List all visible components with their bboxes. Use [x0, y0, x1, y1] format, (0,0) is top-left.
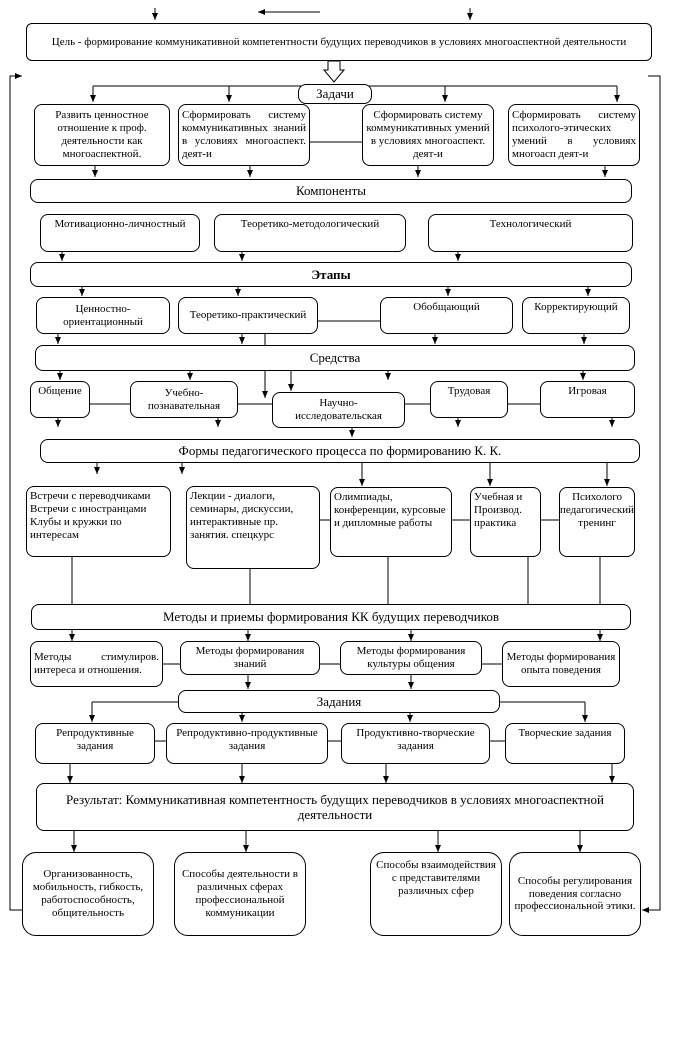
means-box — [430, 381, 508, 418]
assignment-text: Творческие задания — [518, 727, 612, 739]
method-box — [502, 641, 620, 687]
result-box — [36, 783, 634, 831]
stage-box — [36, 297, 170, 334]
task-box — [34, 104, 170, 166]
method-box — [340, 641, 482, 675]
methods-bar — [31, 604, 631, 630]
assignment-text: Репродуктивные задания — [56, 727, 134, 752]
means-bar — [35, 345, 635, 371]
form-box — [559, 487, 635, 557]
outcome-box — [174, 852, 306, 936]
means-box — [30, 381, 90, 418]
component-box — [40, 214, 200, 252]
means-text: Научно-исследовательская — [295, 397, 382, 422]
assignment-text: Продуктивно-творческие задания — [356, 727, 475, 752]
form-box — [330, 487, 452, 557]
stage-text: Обобщающий — [413, 301, 480, 313]
method-text: Методы формирования опыта поведения — [506, 651, 616, 676]
outcome-text: Способы взаимодействия с представителями различных сфер — [376, 859, 496, 897]
stage-box — [522, 297, 630, 334]
outcome-text: Способы регулирования поведения согласно профессиональной этики. — [514, 874, 636, 913]
form-text: Лекции - диалоги, семинары, дискуссии, интерактивные пр. занятия. спецкурс — [190, 490, 294, 541]
component-text: Мотивационно-личностный — [54, 218, 186, 230]
assignments-title: Задания — [316, 693, 362, 709]
form-text: Психолого педагогический тренинг — [560, 491, 634, 529]
stages-title: Этапы — [311, 266, 351, 282]
outcome-text: Организованность, мобильность, гибкость, работоспособность, общительность — [32, 868, 144, 919]
goal-text: Цель - формирование коммуникативной компетентности будущих переводчиков в условиях многоаспектной деятельности — [51, 35, 627, 48]
method-text: Методы формирования знаний — [195, 645, 305, 670]
stage-text: Корректирующий — [534, 301, 618, 313]
assignment-box — [505, 723, 625, 764]
means-box — [272, 392, 405, 428]
forms-bar — [40, 439, 640, 463]
forms-title: Формы педагогического процесса по формированию К. К. — [178, 443, 502, 459]
task-text: Сформировать систему коммуникативных знаний в условиях многоаспект. деят-и — [182, 109, 306, 160]
form-box — [26, 486, 171, 557]
assignments-bar — [178, 690, 500, 713]
form-text: Олимпиады, конференции, курсовые и дипломные работы — [334, 491, 446, 529]
components-title: Компоненты — [295, 183, 367, 199]
method-text: Методы стимулиров. интереса и отношения. — [34, 651, 159, 676]
assignment-box — [341, 723, 490, 764]
form-text: Встречи с переводчиками Встречи с иностранцами Клубы и кружки по интересам — [30, 490, 151, 541]
means-text: Общение — [38, 385, 82, 397]
component-box — [214, 214, 406, 252]
form-box — [186, 486, 320, 569]
means-box — [130, 381, 238, 418]
components-bar — [30, 179, 632, 203]
task-text: Развить ценностное отношение к проф. деятельности как многоаспектной. — [55, 109, 149, 160]
stage-box — [380, 297, 513, 334]
method-box — [180, 641, 320, 675]
component-text: Технологический — [489, 218, 572, 230]
means-text: Трудовая — [447, 385, 491, 397]
means-text: Учебно-познавательная — [147, 386, 221, 412]
task-box — [178, 104, 310, 166]
stage-box — [178, 297, 318, 334]
tasks-title: Задачи — [316, 86, 354, 102]
means-title: Средства — [309, 350, 361, 366]
stages-bar — [30, 262, 632, 287]
method-text: Методы формирования культуры общения — [356, 645, 466, 670]
outcome-box — [22, 852, 154, 936]
methods-title: Методы и приемы формирования КК будущих переводчиков — [162, 609, 500, 625]
task-text: Сформировать систему коммуникативных умений в условиях многоаспект. деят-и — [366, 109, 490, 160]
means-text: Игровая — [568, 385, 607, 397]
task-box — [362, 104, 494, 166]
tasks-header — [298, 84, 372, 104]
form-text: Учебная и Производ. практика — [474, 491, 523, 529]
component-text: Теоретико-методологический — [240, 218, 380, 230]
outcome-box — [509, 852, 641, 936]
stage-text: Ценностно-ориентационный — [63, 302, 143, 328]
task-box — [508, 104, 640, 166]
task-text: Сформировать систему психолого-этических умений в условиях многоасп деят-и — [512, 109, 636, 160]
stage-text: Теоретико-практический — [189, 309, 307, 322]
goal-box — [26, 23, 652, 61]
result-text: Результат: Коммуникативная компетентность будущих переводчиков в условиях многоаспектной деятельности — [66, 791, 604, 822]
outcome-box — [370, 852, 502, 936]
method-box — [30, 641, 163, 687]
component-box — [428, 214, 633, 252]
outcome-text: Способы деятельности в различных сферах профессиональной коммуникации — [181, 868, 299, 919]
assignment-box — [166, 723, 328, 764]
assignment-text: Репродуктивно-продуктивные задания — [176, 727, 318, 752]
form-box — [470, 487, 541, 557]
assignment-box — [35, 723, 155, 764]
means-box — [540, 381, 635, 418]
